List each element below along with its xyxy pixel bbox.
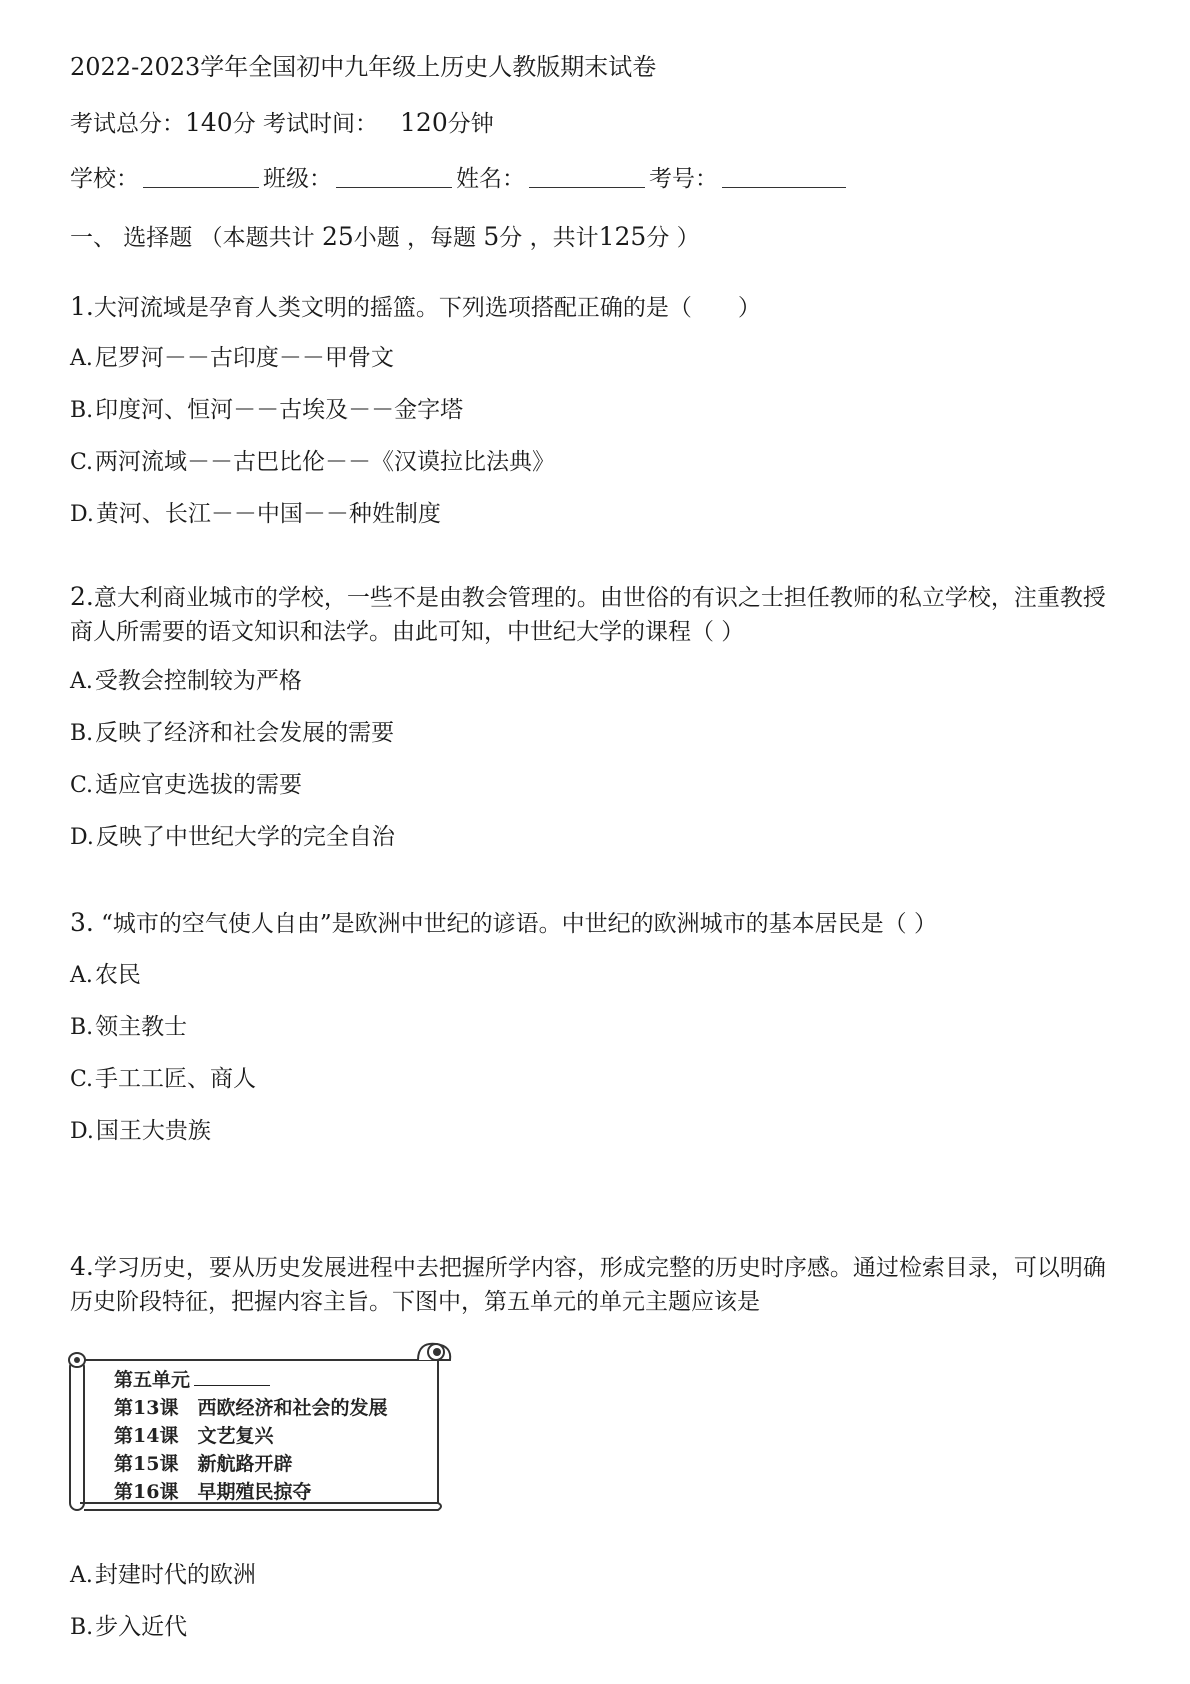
exam-title: 2022-2023学年全国初中九年级上历史人教版期末试卷: [70, 53, 657, 81]
option-letter: D.: [70, 825, 94, 850]
option-letter: B.: [70, 1615, 94, 1640]
class-label: 班级：: [263, 166, 332, 192]
question-number: 4.: [70, 1252, 94, 1281]
option-text: 反映了经济和社会发展的需要: [95, 720, 395, 746]
exam-time-unit: 分钟: [447, 111, 494, 137]
question-3-option-b[interactable]: [70, 1012, 187, 1043]
points-total: 125: [598, 222, 647, 251]
name-label: 姓名：: [456, 166, 525, 192]
option-letter: C.: [70, 773, 94, 798]
question-text: 意大利商业城市的学校，一些不是由教会管理的。由世俗的有识之士担任教师的私立学校，注重教授商人所需要的语文知识和法学。由此可知，中世纪大学的课程（ ）: [70, 585, 1106, 645]
option-text: 尼罗河－－古印度－－甲骨文: [94, 345, 394, 371]
question-number: 3.: [70, 908, 94, 937]
exam-time-value: 120: [400, 108, 448, 137]
question-text: 大河流域是孕育人类文明的摇篮。下列选项搭配正确的是（ ）: [93, 295, 761, 321]
question-1-option-b[interactable]: [70, 395, 463, 426]
option-letter: B.: [70, 721, 94, 746]
lesson-item: 第16课 早期殖民掠夺: [114, 1481, 312, 1503]
question-3-option-d[interactable]: [70, 1116, 211, 1147]
scroll-contents: [114, 1366, 387, 1506]
question-2-option-b[interactable]: [70, 718, 394, 749]
school-label: 学校：: [70, 166, 139, 192]
section-text: 一、 选择题 （本题共计: [70, 225, 322, 251]
unit-title: [114, 1366, 387, 1394]
question-2-option-a[interactable]: [70, 666, 302, 697]
lesson-item: 第14课 文艺复兴: [114, 1425, 274, 1447]
option-text: 适应官吏选拔的需要: [95, 772, 303, 798]
question-3-stem: [70, 906, 1120, 941]
lesson-item: 第13课 西欧经济和社会的发展: [114, 1397, 388, 1419]
option-letter: B.: [70, 1015, 94, 1040]
student-info-row: [70, 164, 850, 194]
option-letter: B.: [70, 398, 94, 423]
option-text: 反映了中世纪大学的完全自治: [95, 824, 395, 850]
question-text: “城市的空气使人自由”是欧洲中世纪的谚语。中世纪的欧洲城市的基本居民是（ ）: [93, 911, 937, 937]
exam-time-label: 分 考试时间：: [232, 111, 379, 137]
option-text: 步入近代: [95, 1614, 188, 1640]
option-letter: A.: [70, 963, 93, 988]
option-text: 印度河、恒河－－古埃及－－金字塔: [95, 397, 464, 423]
section-text: 分 ，共计: [499, 225, 599, 251]
question-number: 2.: [70, 582, 94, 611]
school-blank[interactable]: [143, 165, 259, 188]
option-text: 两河流域－－古巴比伦－－《汉谟拉比法典》: [95, 449, 556, 475]
option-letter: A.: [70, 669, 93, 694]
section-heading: [70, 222, 700, 253]
section-text: 分 ）: [646, 225, 700, 251]
exam-meta: [70, 108, 494, 139]
option-letter: C.: [70, 450, 94, 475]
id-label: 考号：: [649, 166, 718, 192]
question-2-stem: [70, 580, 1120, 649]
question-1-option-a[interactable]: [70, 343, 394, 374]
option-text: 农民: [94, 962, 141, 988]
question-3-option-a[interactable]: [70, 960, 141, 991]
section-text: 小题 ，每题: [353, 225, 484, 251]
unit-label: 第五单元: [114, 1369, 191, 1391]
option-letter: D.: [70, 502, 94, 527]
option-letter: C.: [70, 1067, 94, 1092]
id-blank[interactable]: [722, 165, 846, 188]
name-blank[interactable]: [529, 165, 645, 188]
question-4-stem: [70, 1250, 1120, 1319]
question-1-option-c[interactable]: [70, 447, 555, 478]
question-1-stem: [70, 290, 1120, 325]
option-letter: D.: [70, 1119, 94, 1144]
points-each: 5: [483, 222, 500, 251]
option-letter: A.: [70, 346, 93, 371]
question-number: 1.: [70, 292, 94, 321]
question-2-option-c[interactable]: [70, 770, 302, 801]
total-score-value: 140: [185, 108, 233, 137]
option-text: 黄河、长江－－中国－－种姓制度: [95, 501, 441, 527]
option-text: 手工工匠、商人: [95, 1066, 257, 1092]
question-text: 学习历史，要从历史发展进程中去把握所学内容，形成完整的历史时序感。通过检索目录，可以明确历史阶段特征，把握内容主旨。下图中，第五单元的单元主题应该是: [70, 1255, 1106, 1315]
option-text: 受教会控制较为严格: [94, 668, 302, 694]
table-of-contents-scroll: [66, 1338, 466, 1516]
question-1-option-d[interactable]: [70, 499, 441, 530]
question-2-option-d[interactable]: [70, 822, 395, 853]
question-4-option-b[interactable]: [70, 1612, 187, 1643]
unit-theme-blank: [194, 1367, 270, 1386]
question-4-option-a[interactable]: [70, 1560, 256, 1591]
class-blank[interactable]: [336, 165, 452, 188]
option-letter: A.: [70, 1563, 93, 1588]
option-text: 国王大贵族: [95, 1118, 211, 1144]
question-3-option-c[interactable]: [70, 1064, 256, 1095]
question-count: 25: [321, 222, 354, 251]
total-score-label: 考试总分：: [70, 111, 185, 137]
option-text: 封建时代的欧洲: [94, 1562, 256, 1588]
option-text: 领主教士: [95, 1014, 188, 1040]
lesson-item: 第15课 新航路开辟: [114, 1453, 293, 1475]
